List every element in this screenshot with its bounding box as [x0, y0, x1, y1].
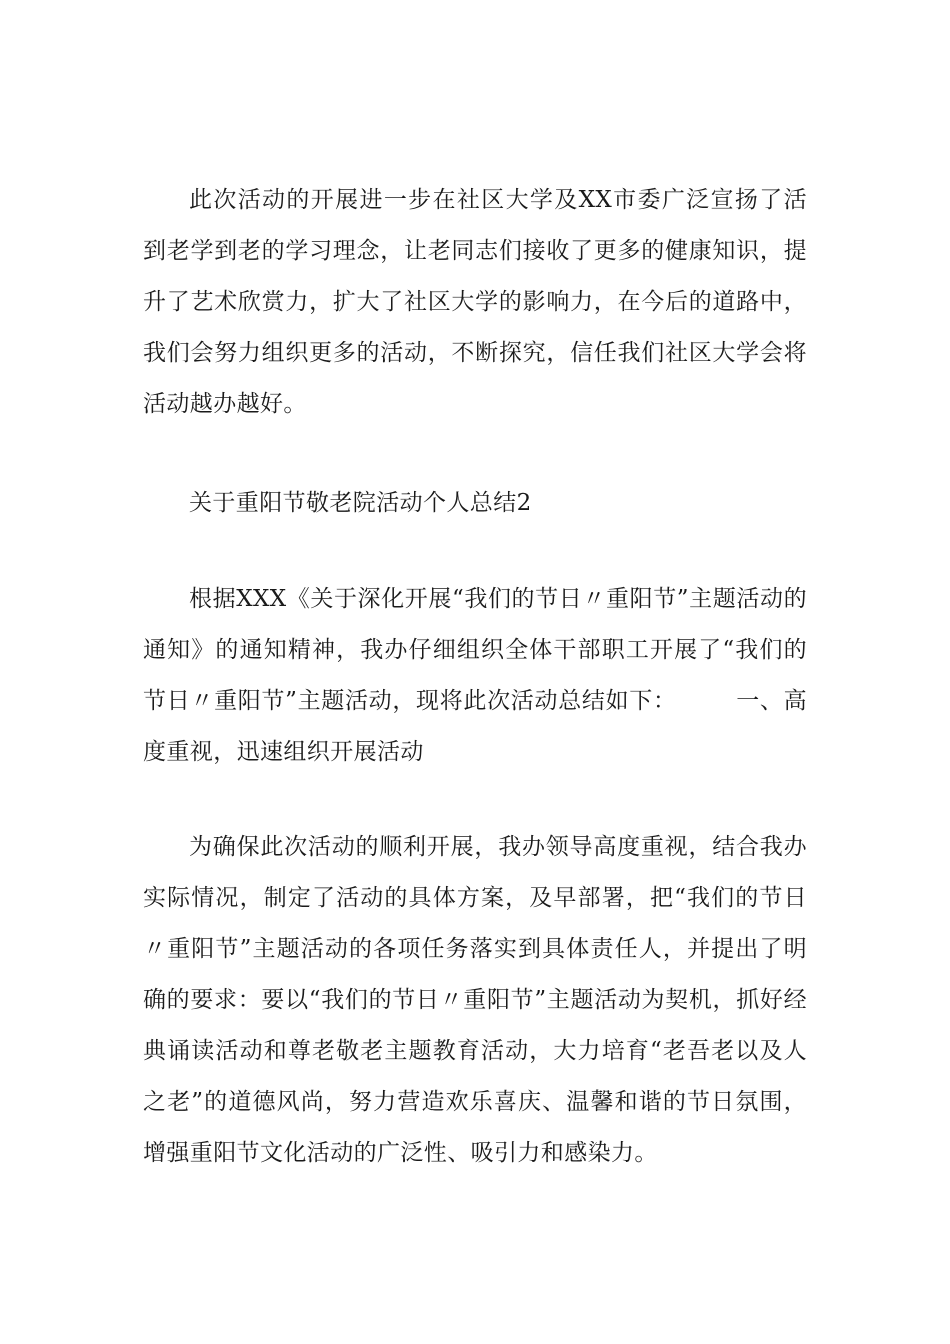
paragraph-activity-summary: 此次活动的开展进一步在社区大学及XX市委广泛宣扬了活到老学到老的学习理念，让老同志们接收了更多的健康知识，提升了艺术欣赏力，扩大了社区大学的影响力，在今后的道路中，我们会努力组织更多的活动，不断探究，信任我们社区大学会将活动越办越好。	[143, 187, 807, 417]
paragraph-notice-basis: 根据XXX《关于深化开展“我们的节日〃重阳节”主题活动的通知》的通知精神，我办仔细组织全体干部职工开展了“我们的节日〃重阳节”主题活动，现将此次活动总结如下： 一、高度重视，迅速组织开展活动	[143, 586, 807, 765]
section-heading: 关于重阳节敬老院活动个人总结2	[189, 490, 532, 516]
paragraph-implementation: 为确保此次活动的顺利开展，我办领导高度重视，结合我办实际情况，制定了活动的具体方案，及早部署，把“我们的节日〃重阳节”主题活动的各项任务落实到具体责任人，并提出了明确的要求：要以“我们的节日〃重阳节”主题活动为契机，抓好经典诵读活动和尊老敬老主题教育活动，大力培育“老吾老以及人之老”的道德风尚，努力营造欢乐喜庆、温馨和谐的节日氛围，增强重阳节文化活动的广泛性、吸引力和感染力。	[143, 834, 807, 1166]
